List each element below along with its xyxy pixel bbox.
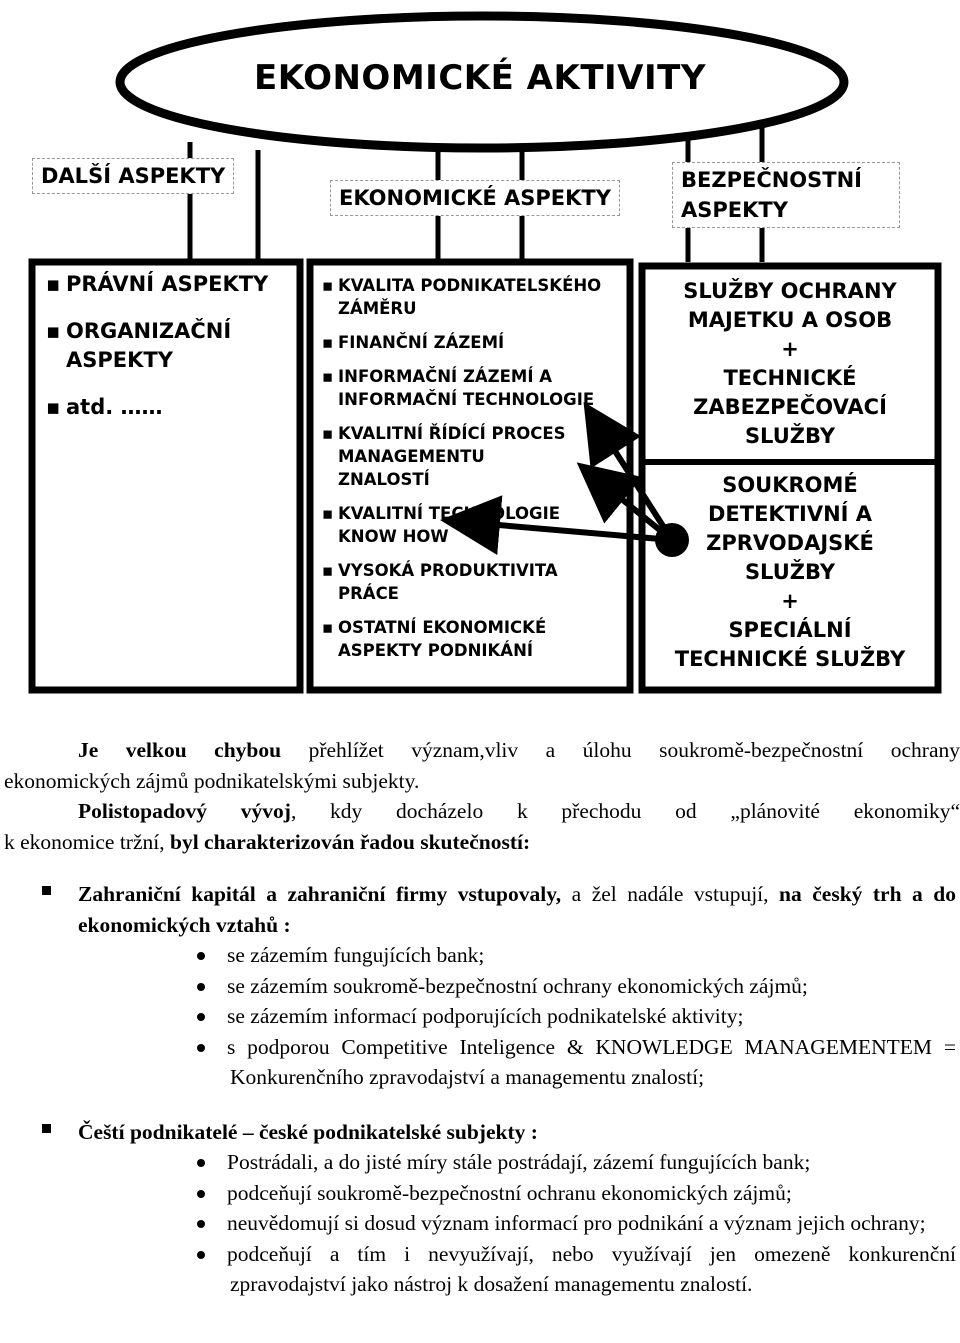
right-top-line: MAJETKU A OSOB	[687, 308, 893, 332]
section-1-heading	[78, 879, 956, 940]
right-top-line: +	[781, 337, 799, 361]
section-1-bold-b: na český trh a do ekonomických vztahů :	[78, 882, 957, 937]
right-bottom-line: ZPRVODAJSKÉ	[706, 531, 874, 555]
list-item	[0, 1178, 960, 1209]
right-top-line: ZABEZPEČOVACÍ	[693, 395, 887, 419]
list-item-text: Postrádali, a do jisté míry stále postrádají, zázemí fungujících bank;	[227, 1150, 811, 1174]
bullet-dot-icon	[197, 952, 205, 960]
right-top-line: SLUŽBY OCHRANY	[683, 279, 897, 303]
mid-item: ▪ OSTATNÍ EKONOMICKÉ ASPEKTY PODNIKÁNÍ	[322, 616, 558, 662]
body-text	[0, 735, 960, 1300]
right-top-column	[648, 277, 932, 451]
left-item: ▪ atd. ……	[46, 393, 286, 422]
list-item	[0, 1032, 960, 1093]
paragraph-2-text: , kdy docházelo k přechodu od „plánovité ekonomiky“	[290, 799, 960, 823]
list-item-text: se zázemím soukromě-bezpečnostní ochrany ekonomických zájmů;	[227, 973, 808, 998]
right-bottom-line: DETEKTIVNÍ A	[707, 502, 873, 526]
paragraph-1-line-1	[0, 735, 960, 766]
right-bottom-line: +	[781, 589, 799, 613]
right-bottom-line: SOUKROMÉ	[722, 473, 858, 497]
list-item	[0, 1001, 960, 1032]
list-item	[0, 971, 960, 1002]
section-2-bullets	[0, 1147, 960, 1300]
list-item-text: podceňují a tím i nevyužívají, nebo využívají jen omezeně konkurenční zpravodajství jako nástroj k dosažení managementu znalostí.	[227, 1241, 956, 1296]
right-top-line: TECHNICKÉ	[723, 366, 857, 390]
paragraph-1-bold: Je velkou chybou	[78, 738, 282, 762]
paragraph-2-bold: Polistopadový vývoj	[78, 799, 291, 823]
bullet-dot-icon	[197, 1159, 205, 1167]
bullet-dot-icon	[197, 1013, 205, 1021]
mid-item: ▪ VYSOKÁ PRODUKTIVITA PRÁCE	[322, 559, 568, 605]
diagram-title: EKONOMICKÉ AKTIVITY	[254, 58, 706, 98]
list-item-text: se zázemím informací podporujících podnikatelské aktivity;	[227, 1004, 744, 1028]
left-item: ▪ PRÁVNÍ ASPEKTY	[46, 270, 286, 299]
list-item	[0, 1147, 960, 1178]
middle-column	[322, 274, 612, 673]
list-item-text: podceňují soukromě-bezpečnostní ochranu ekonomických zájmů;	[227, 1180, 792, 1205]
list-item	[0, 940, 960, 971]
header-economic-aspects: EKONOMICKÉ ASPEKTY	[330, 180, 620, 216]
paragraph-2-line-2	[0, 827, 960, 858]
list-item-text: neuvědomují si dosud význam informací pro podnikání a význam jejich ochrany;	[227, 1211, 926, 1235]
paragraph-2-bold-b: byl charakterizován řadou skutečností:	[169, 829, 531, 854]
header-security-aspects	[672, 162, 900, 228]
section-1-mid: a žel nadále vstupují,	[561, 882, 780, 906]
mid-item: ▪ KVALITNÍ TECHNOLOGIE KNOW HOW	[322, 502, 568, 548]
right-bottom-line: SLUŽBY	[744, 560, 836, 584]
section-1-bullets	[0, 940, 960, 1093]
section-1-bold-a: Zahraniční kapitál a zahraniční firmy vstupovaly,	[78, 882, 562, 906]
right-top-line: SLUŽBY	[744, 424, 836, 448]
paragraph-1-line-2: ekonomických zájmů podnikatelskými subjekty.	[4, 768, 420, 793]
bullet-dot-icon	[197, 1251, 205, 1259]
right-bottom-line: SPECIÁLNÍ	[728, 618, 852, 642]
list-item	[0, 1239, 960, 1300]
paragraph-2-line-1	[0, 796, 960, 827]
mid-item: ▪ KVALITA PODNIKATELSKÉHO ZÁMĚRU	[322, 274, 608, 320]
list-item-text: se zázemím fungujících bank;	[227, 943, 485, 967]
paragraph-1-text: přehlížet význam,vliv a úlohu soukromě-bezpečnostní ochrany	[281, 738, 960, 762]
header-security-line: BEZPEČNOSTNÍ	[681, 168, 862, 192]
header-security-line: ASPEKTY	[681, 198, 788, 222]
paragraph-2-text-b: k ekonomice tržní,	[4, 829, 170, 854]
mid-item: ▪ KVALITNÍ ŘÍDÍCÍ PROCES MANAGEMENTU ZNALOSTÍ	[322, 422, 578, 491]
list-item	[0, 1208, 960, 1239]
left-item: ▪ ORGANIZAČNÍ ASPEKTY	[46, 317, 236, 375]
bullet-dot-icon	[197, 983, 205, 991]
header-other-aspects: DALŠÍ ASPEKTY	[32, 158, 234, 194]
list-item-text: s podporou Competitive Inteligence & KNOWLEDGE MANAGEMENTEM = Konkurenčního zpravodajství a managementu znalostí;	[227, 1034, 956, 1089]
right-bottom-column	[648, 471, 932, 674]
bullet-dot-icon	[197, 1044, 205, 1052]
mid-item: ▪ INFORMAČNÍ ZÁZEMÍ A INFORMAČNÍ TECHNOLOGIE	[322, 365, 598, 411]
section-czech-entrepreneurs	[0, 1117, 960, 1148]
bullet-dot-icon	[197, 1220, 205, 1228]
section-foreign-capital	[0, 879, 960, 940]
square-bullet-icon	[42, 886, 51, 895]
left-column	[46, 270, 286, 432]
section-2-heading: Čeští podnikatelé – české podnikatelské subjekty :	[78, 1119, 538, 1144]
right-bottom-line: TECHNICKÉ SLUŽBY	[674, 647, 906, 671]
square-bullet-icon	[42, 1124, 51, 1133]
mid-item: ▪ FINANČNÍ ZÁZEMÍ	[322, 331, 612, 354]
bullet-dot-icon	[197, 1190, 205, 1198]
